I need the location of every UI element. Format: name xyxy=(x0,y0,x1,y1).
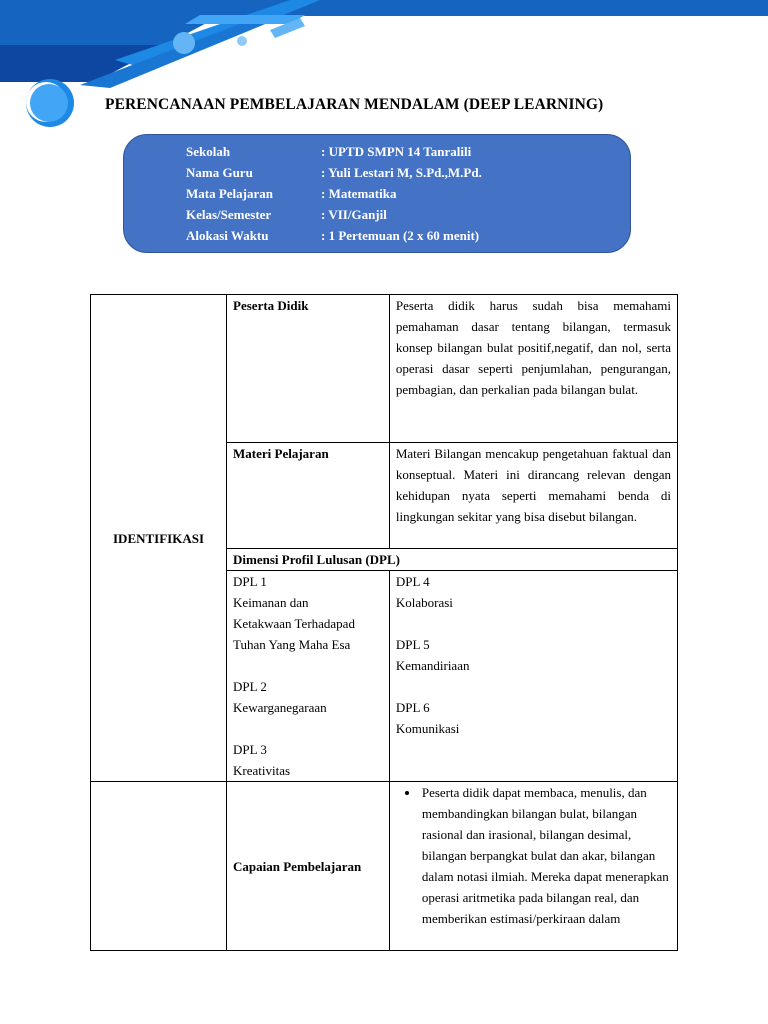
dpl-title: DPL 3 xyxy=(233,742,267,757)
info-box xyxy=(123,134,631,253)
empty-section-cell xyxy=(91,782,227,951)
dpl-title: DPL 4 xyxy=(395,574,430,589)
info-label: Sekolah xyxy=(186,144,231,159)
spacer xyxy=(233,655,383,676)
dpl-left-column xyxy=(227,571,390,782)
info-value: : 1 Pertemuan (2 x 60 menit) xyxy=(321,228,480,243)
info-value: : VII/Ganjil xyxy=(321,207,387,222)
capaian-content xyxy=(389,782,677,951)
info-value: : Matematika xyxy=(321,186,397,201)
table-row xyxy=(91,782,678,951)
info-label: Alokasi Waktu xyxy=(186,228,269,243)
page-title: PERENCANAAN PEMBELAJARAN MENDALAM (DEEP LEARNING) xyxy=(105,96,604,113)
spacer xyxy=(396,613,671,634)
table-row xyxy=(91,295,678,443)
dpl-text: Kemandiriaan xyxy=(395,658,470,673)
text-materi-pelajaran: Materi Bilangan mencakup pengetahuan faktual dan konseptual. Materi ini dirancang relevan dengan kehidupan nyata seperti memahami benda di lingkungan sekitar yang bisa disebut bilangan. xyxy=(389,443,677,549)
dpl-text: Keimanan dan xyxy=(233,595,309,610)
section-identifikasi: IDENTIFIKASI xyxy=(91,295,227,782)
capaian-list xyxy=(396,782,671,929)
label-capaian-pembelajaran: Capaian Pembelajaran xyxy=(227,782,390,951)
dpl-title: DPL 1 xyxy=(233,574,267,589)
text-peserta-didik: Peserta didik harus sudah bisa memahami pemahaman dasar tentang bilangan, termasuk konsep bilangan bulat positif,negatif, dan nol, serta operasi dasar seperti penjumlahan, pengurangan, pembagian, dan perkalian pada bilangan bulat. xyxy=(389,295,677,443)
info-label: Kelas/Semester xyxy=(186,207,272,222)
dpl-text: Kreativitas xyxy=(233,763,291,778)
dpl-text: Kolaborasi xyxy=(395,595,453,610)
dpl-title: DPL 5 xyxy=(395,637,430,652)
lesson-plan-table xyxy=(90,294,678,951)
dpl-heading: Dimensi Profil Lulusan (DPL) xyxy=(227,549,678,571)
info-value: : Yuli Lestari M, S.Pd.,M.Pd. xyxy=(321,165,482,180)
dpl-title: DPL 6 xyxy=(395,700,430,715)
info-value: : UPTD SMPN 14 Tanralili xyxy=(321,144,472,159)
dpl-right-column xyxy=(389,571,677,782)
dpl-text: Tuhan Yang Maha Esa xyxy=(233,637,351,652)
list-item: • Peserta didik dapat membaca, menulis, dan membandingkan bilangan bulat, bilangan rasional dan irasional, bilangan desimal, bilangan berpangkat bulat dan akar, bilangan dalam notasi ilmiah. Mereka dapat menerapkan operasi aritmetika pada bilangan real, dan memberikan estimasi/perkiraan dalam xyxy=(420,782,671,929)
dpl-title: DPL 2 xyxy=(233,679,267,694)
capaian-clip xyxy=(396,782,671,948)
spacer xyxy=(396,676,671,697)
dpl-text: Ketakwaan Terhadapad xyxy=(233,616,355,631)
dpl-text: Kewarganegaraan xyxy=(233,700,327,715)
info-label: Nama Guru xyxy=(186,165,253,180)
dpl-text: Komunikasi xyxy=(395,721,460,736)
label-peserta-didik: Peserta Didik xyxy=(227,295,390,443)
info-label: Mata Pelajaran xyxy=(186,186,274,201)
spacer xyxy=(233,718,383,739)
label-materi-pelajaran: Materi Pelajaran xyxy=(227,443,390,549)
